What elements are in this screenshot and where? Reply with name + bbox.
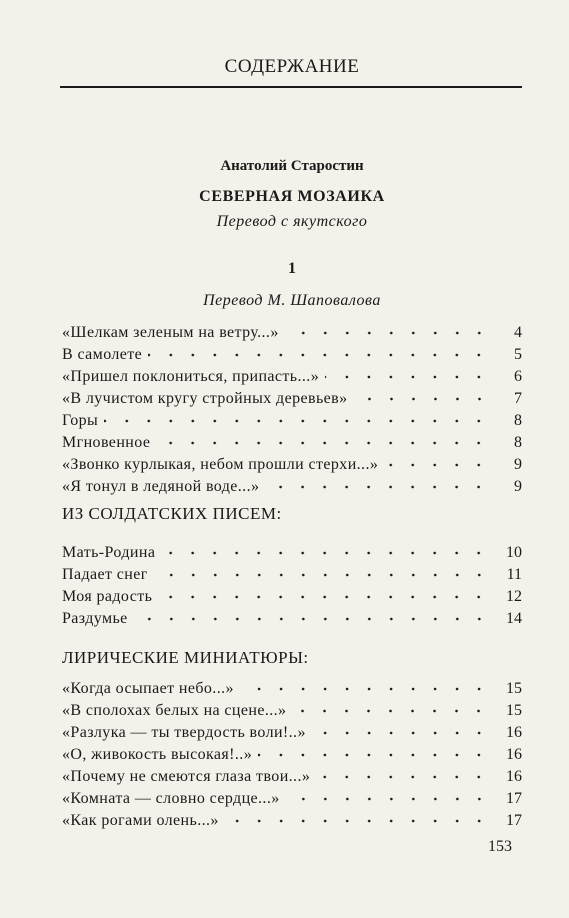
toc-entry: [62, 678, 522, 700]
toc-entry: [62, 564, 522, 586]
dot-leader: [286, 794, 490, 804]
section-heading-lyrics: ЛИРИЧЕСКИЕ МИНИАТЮРЫ:: [62, 648, 309, 667]
toc-entry-page: 16: [506, 768, 522, 785]
toc-entry: [62, 722, 522, 744]
toc-entry-page: 17: [506, 790, 522, 807]
toc-entry-title: В самолете: [62, 346, 143, 363]
toc-entry-title: «О, живокость высокая!..»: [62, 746, 253, 763]
toc-entry: [62, 788, 522, 810]
header-rule: [60, 86, 522, 88]
toc-entry: [62, 322, 522, 344]
dot-leader: [384, 460, 490, 470]
dot-leader: [316, 772, 490, 782]
toc-entry-title: «Разлука — ты твердость воли!..»: [62, 724, 306, 741]
dot-leader: [225, 816, 490, 826]
part-number: 1: [288, 260, 296, 277]
toc-entry-title: «В лучистом кругу стройных деревьев»: [62, 390, 348, 407]
toc-entry: [62, 454, 522, 476]
toc-entry-page: 16: [506, 746, 522, 763]
toc-entry-title: «Я тонул в ледяной воде...»: [62, 478, 260, 495]
toc-entry-page: 5: [514, 346, 522, 363]
toc-entry-title: Мать-Родина: [62, 544, 156, 561]
dot-leader: [354, 394, 490, 404]
toc-entry-title: Моя радость: [62, 588, 153, 605]
toc-entry-page: 16: [506, 724, 522, 741]
toc-entry-title: Горы: [62, 412, 99, 429]
toc-entry: [62, 810, 522, 832]
dot-leader: [258, 750, 490, 760]
toc-entry-title: «Комната — словно сердце...»: [62, 790, 280, 807]
toc-entry: [62, 476, 522, 498]
toc-entry-title: «Пришел поклониться, припасть...»: [62, 368, 320, 385]
dot-leader: [265, 482, 490, 492]
toc-entry-title: Падает снег: [62, 566, 148, 583]
toc-entry-page: 17: [506, 812, 522, 829]
toc-entry-page: 14: [506, 610, 522, 627]
author-name: Анатолий Старостин: [220, 158, 364, 174]
toc-entry-title: «Как рогами олень...»: [62, 812, 219, 829]
toc-entry: [62, 766, 522, 788]
toc-entry-page: 8: [514, 434, 522, 451]
book-title: СЕВЕРНАЯ МОЗАИКА: [199, 188, 385, 205]
book-subtitle: Перевод с якутского: [216, 213, 368, 230]
dot-leader: [161, 548, 490, 558]
dot-leader: [158, 592, 490, 602]
toc-entry-page: 9: [514, 478, 522, 495]
toc-entry: [62, 432, 522, 454]
translator-credit: Перевод М. Шаповалова: [203, 292, 381, 309]
toc-entry-page: 8: [514, 412, 522, 429]
toc-entry-title: «В сполохах белых на сцене...»: [62, 702, 287, 719]
toc-entry-title: «Шелкам зеленым на ветру...»: [62, 324, 279, 341]
dot-leader: [156, 438, 490, 448]
toc-entry-page: 10: [506, 544, 522, 561]
toc-entry: [62, 700, 522, 722]
toc-entry: [62, 744, 522, 766]
toc-entry-page: 15: [506, 680, 522, 697]
dot-leader: [154, 570, 490, 580]
toc-entry-page: 9: [514, 456, 522, 473]
running-head: СОДЕРЖАНИЕ: [224, 56, 360, 77]
toc-entry: [62, 542, 522, 564]
toc-entry-page: 11: [506, 566, 522, 583]
toc-entry: [62, 608, 522, 630]
toc-entry-title: «Звонко курлыкая, небом прошли стерхи...»: [62, 456, 379, 473]
dot-leader: [134, 614, 490, 624]
toc-entry: [62, 410, 522, 432]
toc-entry: [62, 366, 522, 388]
toc-entry: [62, 388, 522, 410]
toc-entry-page: 12: [506, 588, 522, 605]
page-number: 153: [488, 838, 512, 855]
toc-entry-page: 15: [506, 702, 522, 719]
dot-leader: [104, 416, 490, 426]
toc-entry-page: 7: [514, 390, 522, 407]
toc-entry-page: 6: [514, 368, 522, 385]
section-heading-letters: ИЗ СОЛДАТСКИХ ПИСЕМ:: [62, 504, 282, 523]
toc-entry-page: 4: [514, 324, 522, 341]
toc-entry-title: Раздумье: [62, 610, 128, 627]
dot-leader: [240, 684, 490, 694]
dot-leader: [325, 372, 490, 382]
toc-entry-title: «Когда осыпает небо...»: [62, 680, 234, 697]
dot-leader: [148, 350, 490, 360]
dot-leader: [312, 728, 490, 738]
toc-entry: [62, 586, 522, 608]
toc-entry-title: «Почему не смеются глаза твои...»: [62, 768, 311, 785]
toc-entry: [62, 344, 522, 366]
dot-leader: [285, 328, 490, 338]
dot-leader: [292, 706, 490, 716]
toc-entry-title: Мгновенное: [62, 434, 151, 451]
